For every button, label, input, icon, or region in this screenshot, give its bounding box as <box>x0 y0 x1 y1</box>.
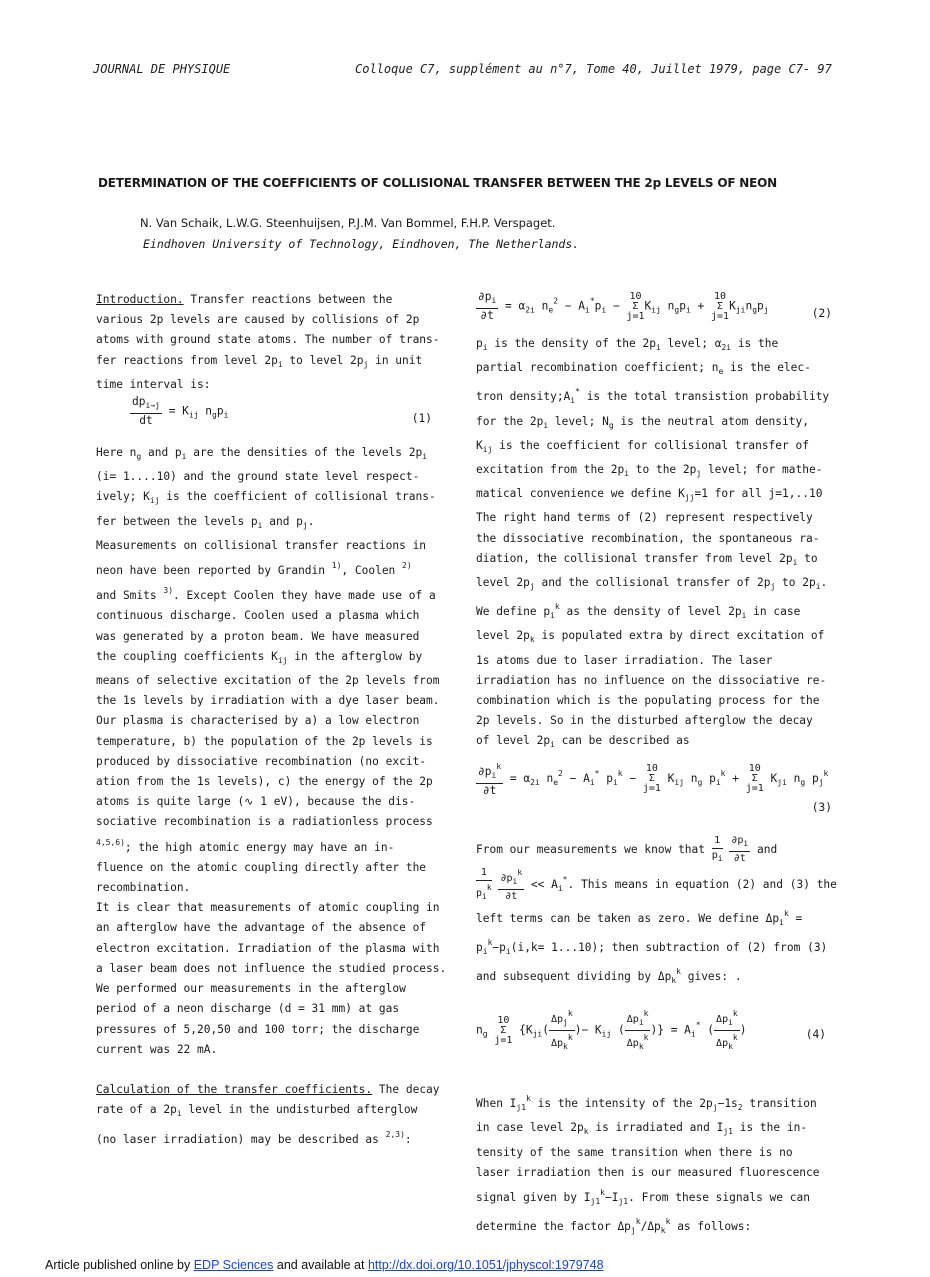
left-column: Introduction. Transfer reactions between the various 2p levels are caused by collisions of 2p atoms with ground state atoms. The number of trans- fer reactions from level $2p_i$ to level $2p_j$ in unit time interval is: $\frac{dp_{i\to j}}{dt}$ = $K_{ij}$ $n_gp_i$ (1) Here $n_g$ and $p_i$ are the densities of the levels $2p_i$ (i= 1....10) and the ground state level respect- ively; $K_{ij}$ is the coefficient of collisional trans- fer between the levels $p_i$ and $p_j$. Measurements on collisional transfer reactions in neon have been reported by Grandin $^{1)}$, Coolen $^{2)}$ and Smits $^{3)}$. Except Coolen they have made use of a continuous discharge. Coolen used a plasma which was generated by a proton beam. We have measured the coupling coefficients $K_{ij}$ in the afterglow by means of selective excitation of the 2p levels from the 1s levels by irradiation with a dye laser beam. Our plasma is characterised by a) a low electron temperature, b) the population of the 2p levels is produced by dissociative recombination (no excit- ation from the 1s levels), c) the energy of the 2p atoms is quite large (∿ 1 eV), because the dis- sociative recombination is a radiationless process $^{4,5,6)}$; the high atomic energy may have an in- fluence on the atomic coupling directly after the recombination. It is clear that measurements of atomic coupling in an afterglow have the advantage of the absence of electron excitation. Irradiation of the plasma with a laser beam does not influence the studied process. We performed our measurements in the afterglow period of a neon discharge (d = 31 mm) at gas pressures of 5,20,50 and 100 torr; the discharge current was 22 mA. Calculation of the transfer coefficients. The decay rate of a $2p_i$ level in the undisturbed afterglow (no laser irradiation) may be described as $^{2,3)}$: <box>96 290 456 1150</box>
footer: Article published online by EDP Sciences and available at http://dx.doi.org/10.1051/jphyscol:1979748 <box>45 1258 604 1272</box>
author-list: N. Van Schaik, L.W.G. Steenhuijsen, P.J.M. Van Bommel, F.H.P. Verspaget. <box>140 216 556 230</box>
doi-link[interactable]: http://dx.doi.org/10.1051/jphyscol:1979748 <box>367 1258 604 1272</box>
intro-line-5: time interval is: <box>96 377 211 391</box>
right-column: $\frac{\partial p_i}{\partial t}$ = $\alpha_{2i}$ $n_e^2 - A_i^*p_i - 10$ Σ $j=1K_{ij}$ $n_gp_i + 10$ Σ $j=1K_{ji}n_gp_j$ (2) $p_i$ is the density of the $2p_i$ level; $\alpha_{2i}$ is the partial recombination coefficient; $n_e$ is the elec- tron $density;A_i^*$ is the total transistion probability for the $2p_i$ level; $N_g$ is the neutral atom density, $K_{ij}$ is the coefficient for collisional transfer of excitation from the $2p_i$ to the $2p_j$ level; for mathe- matical convenience we define $K_{jj}=1$ for all j=1,..10 The right hand terms of (2) represent respectively the dissociative recombination, the spontaneous ra- diation, the collisional transfer from level $2p_i$ to level $2p_j$ and the collisional transfer of $2p_j$ to $2p_i$. We define $p_i^k$ as the density of level $2p_i$ in case level $2p_k$ is populated extra by direct excitation of 1s atoms due to laser irradiation. The laser irradiation has no influence on the dissociative re- combination which is the populating process for the 2p levels. So in the disturbed afterglow the decay of level $2p_i$ can be described as $\frac{\partial p_i^k}{\partial t}$ = $\alpha_{2i}$ $n_e^2 - A_i^*$ $p_i^k - 10$ Σ j=1 $K_{ij}$ $n_g$ $p_i^k + 10$ Σ j=1 $K_{ji}$ $n_g$ $p_j^k$ (3) From our measurements we know that $\frac{1}{p_i}$ $\frac{\partial p_i}{\partial t}$ and $\frac{1}{p_i^k}$ $\frac{\partial p_i^k}{\partial t}$ << $A_i^*$. This means in equation (2) and (3) the left terms can be taken as zero. We define $\Delta p_i^k$ = $p_i^k-p_i(i,k= 1...10)$; then subtraction of (2) from (3) and subsequent dividing by $\Delta p_k^k$ gives: . $n_g$ 10 Σ j=1 {$K_{ji}$( $\frac{\Delta p_j^k}{\Delta p_k^k}$ )− $K_{ij}$ ( $\frac{\Delta p_i^k}{\Delta p_k^k}$ )} = $A_i^*$ ( $\frac{\Delta p_i^k}{\Delta p_k^k}$ ) (4) When $I_{j1}^k$ is the intensity of the $2p_j-1s_2$ transition in case level $2p_k$ is irradiated and $I_{j1}$ is the in- tensity of the same transition when there is no laser irradiation then is our measured fluorescence signal given by $I_{j1}^k-I_{j1}$. From these signals we can determine the factor $\Delta p_j^k/\Delta p_k^k$ as follows: <box>476 290 837 1236</box>
equation-2-number: (2) <box>811 307 832 320</box>
intro-line-3: atoms with ground state atoms. The number of trans- <box>96 333 440 347</box>
publisher-link[interactable]: EDP Sciences <box>193 1258 274 1272</box>
paper-title: DETERMINATION OF THE COEFFICIENTS OF COLLISIONAL TRANSFER BETWEEN THE 2p LEVELS OF NEON <box>98 176 777 190</box>
equation-2: $\frac{\partial p_i}{\partial t}$ = $\alpha_{2i}$ $n_e^2 - A_i^*p_i - 10$ Σ $j=1K_{ij}$ $n_gp_i + 10$ Σ $j=1K_{ji}n_gp_j$ (2) <box>476 290 838 334</box>
equation-1: $\frac{dp_{i\to j}}{dt}$ = $K_{ij}$ $n_gp_i$ (1) <box>96 395 456 443</box>
intro-line-4: fer reactions from level $2p_i$ to level $2p_j$ in unit <box>96 353 423 369</box>
affiliation: Eindhoven University of Technology, Eindhoven, The Netherlands. <box>143 237 580 251</box>
equation-4-number: (4) <box>805 1028 826 1042</box>
colloque-info: Colloque C7, supplément au n°7, Tome 40, Juillet 1979, page C7- 97 <box>355 62 832 76</box>
equation-3: $\frac{\partial p_i^k}{\partial t}$ = $\alpha_{2i}$ $n_e^2 - A_i^*$ $p_i^k - 10$ Σ j=1 $K_{ij}$ $n_g$ $p_i^k + 10$ Σ j=1 $K_{ji}$ $n_g$ $p_j^k$ (3) <box>476 760 838 816</box>
intro-line-2: various 2p levels are caused by collisions of 2p <box>96 313 420 327</box>
intro-heading: Introduction. <box>96 293 184 306</box>
intro-line-1: Introduction. Transfer reactions between the <box>96 293 393 306</box>
equation-4: $n_g$ 10 Σ j=1 {$K_{ji}$( $\frac{\Delta p_j^k}{\Delta p_k^k}$ )− $K_{ij}$ ( $\frac{\Delta p_i^k}{\Delta p_k^k}$ )} = $A_i^*$ ( $\frac{\Delta p_i^k}{\Delta p_k^k}$ ) (4) <box>476 1009 826 1052</box>
calc-heading: Calculation of the transfer coefficients. <box>96 1083 373 1097</box>
journal-name: JOURNAL DE PHYSIQUE <box>93 62 231 76</box>
equation-1-number: (1) <box>411 412 432 426</box>
equation-3-number: (3) <box>811 800 832 814</box>
